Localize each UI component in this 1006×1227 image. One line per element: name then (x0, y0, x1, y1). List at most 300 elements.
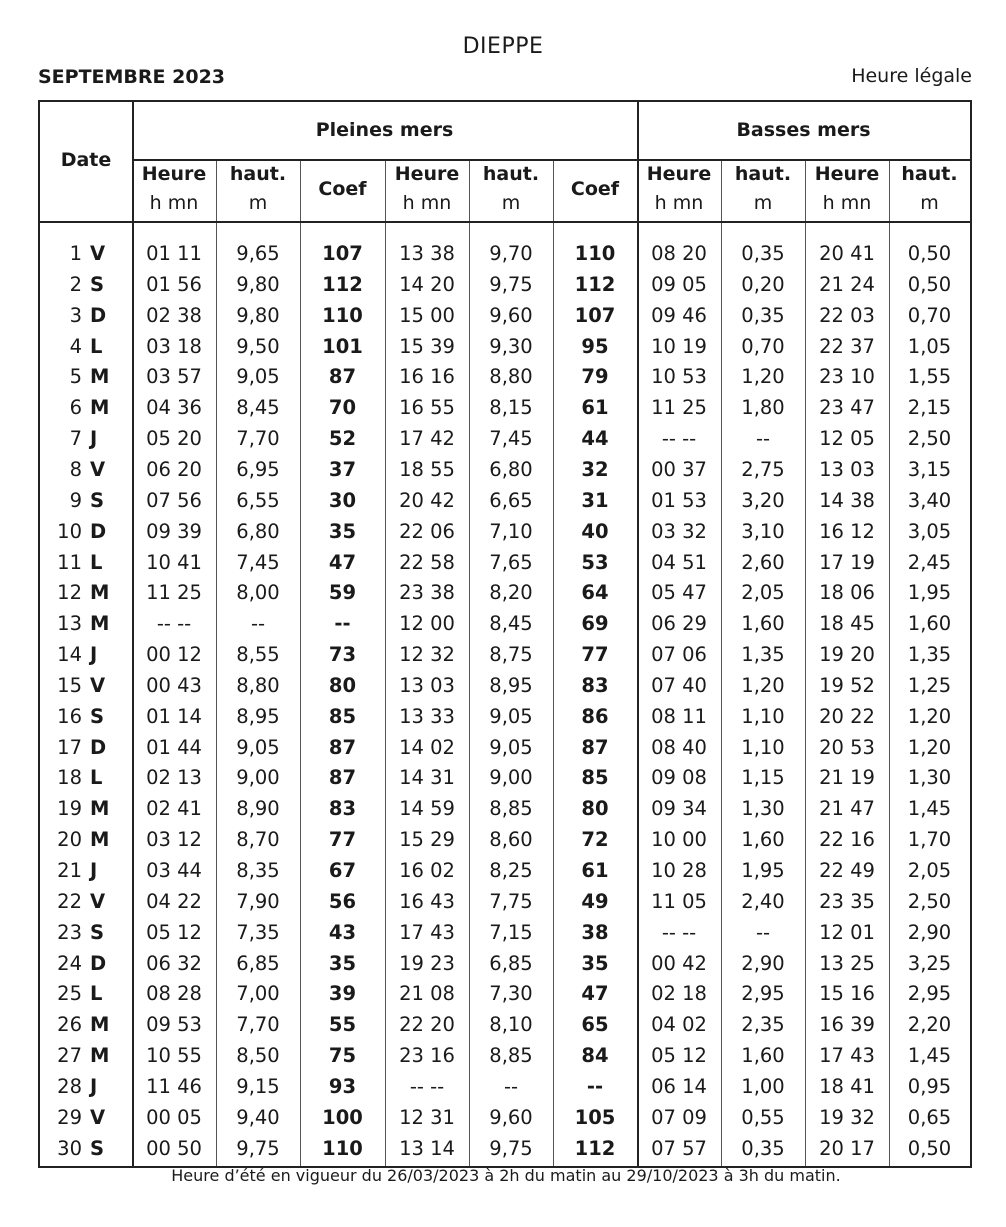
cell-bm2m: 1,20 (907, 704, 952, 728)
cell-bm2h: 20 17 (819, 1136, 875, 1160)
cell-pm2m: 8,15 (489, 396, 533, 420)
cell-pm2m: 9,05 (489, 704, 533, 728)
table-row (40, 702, 970, 733)
cell-c1: 59 (328, 581, 357, 605)
header-date: Date (60, 149, 112, 171)
cell-bm2m: 0,50 (907, 272, 952, 296)
cell-pm1m: 8,80 (236, 673, 280, 697)
cell-pm2h: -- -- (409, 1074, 445, 1098)
cell-c1: 87 (328, 766, 357, 790)
day-number: 7 (69, 427, 82, 451)
cell-bm1h: 07 09 (651, 1105, 707, 1129)
header-heure: Heure h mn (646, 163, 712, 214)
cell-bm1m: -- (755, 920, 771, 944)
cell-c1: 112 (322, 272, 363, 296)
cell-pm2h: 14 59 (399, 797, 455, 821)
cell-pm1h: 00 05 (146, 1105, 202, 1129)
cell-pm1m: 9,80 (236, 303, 280, 327)
cell-bm2h: 15 16 (819, 982, 875, 1006)
cell-pm1m: 9,65 (236, 242, 280, 265)
cell-bm2m: 2,95 (907, 982, 952, 1006)
day-number: 14 (57, 643, 82, 667)
cell-pm1m: 9,80 (236, 272, 280, 296)
cell-bm2h: 23 10 (819, 365, 875, 389)
cell-bm2m: 0,70 (907, 303, 952, 327)
cell-bm1h: 04 02 (651, 1013, 707, 1037)
table-row (40, 918, 970, 949)
cell-bm1h: 10 28 (651, 859, 707, 882)
cell-pm1h: 00 43 (146, 673, 202, 697)
cell-pm2m: 9,75 (489, 272, 533, 296)
cell-pm1m: 9,05 (236, 735, 280, 759)
day-number: 28 (57, 1074, 82, 1098)
cell-c1: 43 (328, 920, 357, 944)
cell-pm2m: 9,60 (489, 1105, 533, 1129)
cell-c2: 31 (581, 488, 609, 512)
weekday-letter: J (90, 859, 98, 882)
table-row (40, 1072, 970, 1103)
cell-bm1m: 2,95 (741, 982, 785, 1006)
tide-table (38, 100, 972, 1168)
table-row (40, 486, 970, 517)
day-number: 17 (57, 735, 82, 759)
cell-pm1h: 03 57 (146, 365, 202, 389)
cell-pm2h: 17 42 (399, 427, 455, 451)
cell-bm1m: 1,00 (741, 1074, 785, 1098)
cell-pm1h: 02 13 (146, 766, 202, 790)
cell-bm1m: 1,20 (741, 365, 785, 389)
cell-c1: 100 (322, 1105, 363, 1129)
cell-pm1h: 09 53 (146, 1013, 202, 1037)
header-heure: Heure h mn (814, 163, 880, 214)
cell-pm2m: 7,75 (489, 889, 533, 913)
cell-pm2h: 22 20 (399, 1013, 455, 1037)
cell-bm1m: 3,10 (741, 519, 785, 543)
cell-bm1h: 10 53 (651, 365, 707, 389)
cell-bm2h: 23 47 (819, 396, 875, 420)
cell-bm2m: 2,20 (907, 1013, 952, 1037)
weekday-letter: V (90, 889, 106, 913)
cell-c1: 37 (328, 457, 357, 481)
cell-bm1h: 04 51 (651, 550, 707, 574)
cell-c2: 35 (581, 951, 609, 975)
cell-bm1h: 05 47 (651, 581, 707, 605)
cell-c1: 107 (322, 242, 363, 265)
cell-pm2h: 14 02 (399, 735, 455, 759)
cell-c1: 67 (328, 859, 357, 882)
cell-bm1h: 06 14 (651, 1074, 707, 1098)
cell-pm1h: 05 12 (146, 920, 202, 944)
cell-pm1m: 6,85 (236, 951, 280, 975)
cell-bm1m: 1,95 (741, 859, 785, 882)
cell-bm2h: 20 53 (819, 735, 875, 759)
day-number: 29 (57, 1105, 82, 1129)
cell-c2: 44 (581, 427, 609, 451)
cell-pm1h: 03 12 (146, 828, 202, 852)
cell-pm2m: 8,45 (489, 612, 533, 636)
cell-bm2h: 17 43 (819, 1044, 875, 1068)
cell-bm1h: 07 57 (651, 1136, 707, 1160)
cell-bm1m: 2,05 (741, 581, 785, 605)
cell-pm1h: 06 32 (146, 951, 202, 975)
cell-bm2m: 1,05 (907, 334, 952, 358)
cell-pm1m: 9,15 (236, 1074, 280, 1098)
cell-pm2m: 9,60 (489, 303, 533, 327)
cell-bm1m: 2,35 (741, 1013, 785, 1037)
cell-bm1m: 1,15 (741, 766, 785, 790)
cell-pm1m: 8,55 (236, 643, 280, 667)
cell-bm2h: 19 52 (819, 673, 875, 697)
weekday-letter: V (90, 1105, 106, 1129)
cell-pm2m: 6,80 (489, 457, 533, 481)
cell-c1: 70 (328, 396, 357, 420)
cell-c1: 35 (328, 951, 357, 975)
cell-c2: 53 (581, 550, 609, 574)
cell-bm1m: 0,70 (741, 334, 785, 358)
cell-bm1h: 11 25 (651, 396, 707, 420)
day-number: 26 (57, 1013, 82, 1037)
cell-pm2m: 6,85 (489, 951, 533, 975)
cell-pm1h: 02 41 (146, 797, 202, 821)
header-heure: Heure h mn (394, 163, 460, 214)
cell-bm2h: 18 06 (819, 581, 875, 605)
cell-c1: 87 (328, 735, 357, 759)
table-row (40, 671, 970, 702)
cell-pm2h: 15 39 (399, 334, 455, 358)
cell-pm2h: 22 06 (399, 519, 455, 543)
cell-c2: 64 (581, 581, 609, 605)
weekday-letter: D (90, 519, 107, 543)
cell-pm2h: 12 00 (399, 612, 455, 636)
cell-pm2h: 19 23 (399, 951, 455, 975)
cell-c2: 83 (581, 673, 609, 697)
cell-bm2h: 12 05 (819, 427, 875, 451)
weekday-letter: S (90, 704, 105, 728)
cell-c1: 110 (322, 1136, 363, 1160)
day-number: 23 (57, 920, 82, 944)
cell-bm1h: 10 00 (651, 828, 707, 852)
cell-c2: 77 (581, 643, 609, 667)
cell-pm2h: 21 08 (399, 982, 455, 1006)
table-row (40, 578, 970, 609)
cell-pm1h: 04 22 (146, 889, 202, 913)
table-row (40, 825, 970, 856)
cell-bm1m: 1,60 (741, 828, 785, 852)
cell-pm2m: 8,80 (489, 365, 533, 389)
cell-pm2m: 8,20 (489, 581, 533, 605)
weekday-letter: D (90, 735, 107, 759)
cell-bm1m: 0,35 (741, 303, 785, 327)
cell-pm1m: 8,45 (236, 396, 280, 420)
cell-pm2h: 22 58 (399, 550, 455, 574)
cell-bm2h: 17 19 (819, 550, 875, 574)
table-row (40, 640, 970, 671)
weekday-letter: S (90, 920, 105, 944)
cell-bm2m: 1,60 (907, 612, 952, 636)
day-number: 3 (69, 303, 82, 327)
cell-pm1m: 6,55 (236, 488, 280, 512)
cell-pm2m: 8,85 (489, 1044, 533, 1068)
cell-pm1m: 8,50 (236, 1044, 280, 1068)
cell-pm1h: 03 44 (146, 859, 202, 882)
cell-bm2h: 14 38 (819, 488, 875, 512)
table-row (40, 763, 970, 794)
cell-pm1m: -- (250, 612, 266, 636)
cell-pm1h: 08 28 (146, 982, 202, 1006)
cell-bm1h: 09 34 (651, 797, 707, 821)
cell-pm1m: 9,00 (236, 766, 280, 790)
cell-pm1h: 00 50 (146, 1136, 202, 1160)
cell-bm1m: 2,75 (741, 457, 785, 481)
header-pleines-mers: Pleines mers (315, 119, 454, 141)
cell-c2: 47 (581, 982, 609, 1006)
cell-c2: 32 (581, 457, 609, 481)
cell-bm2m: 3,25 (907, 951, 952, 975)
weekday-letter: L (90, 766, 103, 790)
cell-pm2h: 23 38 (399, 581, 455, 605)
cell-bm1m: 0,35 (741, 242, 785, 265)
cell-bm1h: -- -- (661, 920, 697, 944)
cell-c2: 86 (581, 704, 609, 728)
cell-pm1m: 8,70 (236, 828, 280, 852)
cell-pm1m: 8,90 (236, 797, 280, 821)
day-number: 30 (57, 1136, 82, 1160)
cell-bm2h: 20 22 (819, 704, 875, 728)
cell-bm2m: 2,90 (907, 920, 952, 944)
cell-c1: 55 (328, 1013, 357, 1037)
cell-pm2h: 16 02 (399, 859, 455, 882)
cell-pm1h: -- -- (156, 612, 192, 636)
table-row (40, 1103, 970, 1134)
cell-bm2h: 21 24 (819, 272, 875, 296)
cell-bm2h: 16 39 (819, 1013, 875, 1037)
cell-pm2m: 7,45 (489, 427, 533, 451)
cell-bm1m: 1,60 (741, 1044, 785, 1068)
cell-pm2h: 14 31 (399, 766, 455, 790)
cell-bm2m: 1,25 (907, 673, 952, 697)
day-number: 9 (69, 488, 82, 512)
weekday-letter: L (90, 550, 103, 574)
cell-pm1m: 8,95 (236, 704, 280, 728)
cell-c2: 80 (581, 797, 609, 821)
cell-bm2m: 1,95 (907, 581, 952, 605)
cell-pm1h: 04 36 (146, 396, 202, 420)
table-row (40, 362, 970, 393)
table-row (40, 332, 970, 363)
cell-bm1h: 09 05 (651, 272, 707, 296)
header-basses-mers: Basses mers (736, 119, 871, 141)
cell-pm1h: 00 12 (146, 643, 202, 667)
weekday-letter: V (90, 457, 106, 481)
cell-pm1m: 8,35 (236, 859, 280, 882)
cell-pm2m: 9,75 (489, 1136, 533, 1160)
cell-c1: 73 (328, 643, 357, 667)
cell-pm2h: 23 16 (399, 1044, 455, 1068)
cell-pm2m: 9,00 (489, 766, 533, 790)
cell-bm2m: 1,30 (907, 766, 952, 790)
cell-bm1m: 1,10 (741, 704, 785, 728)
table-row (40, 301, 970, 332)
weekday-letter: M (90, 612, 110, 636)
cell-c2: 85 (581, 766, 609, 790)
cell-bm2m: 3,15 (907, 457, 952, 481)
cell-pm2h: 13 14 (399, 1136, 455, 1160)
cell-c2: 110 (574, 242, 616, 265)
cell-bm2h: 23 35 (819, 889, 875, 913)
cell-bm2m: 2,05 (907, 859, 952, 882)
cell-bm1m: 2,40 (741, 889, 785, 913)
cell-bm2h: 13 25 (819, 951, 875, 975)
table-row (40, 1134, 970, 1165)
cell-pm1h: 10 41 (146, 550, 202, 574)
weekday-letter: S (90, 1136, 105, 1160)
cell-pm2m: 6,65 (489, 488, 533, 512)
cell-bm2h: 16 12 (819, 519, 875, 543)
weekday-letter: D (90, 303, 107, 327)
weekday-letter: J (90, 643, 98, 667)
cell-pm1m: 9,40 (236, 1105, 280, 1129)
cell-bm1h: 11 05 (651, 889, 707, 913)
cell-bm1m: 1,10 (741, 735, 785, 759)
cell-pm2m: 7,30 (489, 982, 533, 1006)
cell-c1: 87 (328, 365, 357, 389)
cell-c2: 95 (581, 334, 609, 358)
weekday-letter: D (90, 951, 107, 975)
cell-bm2m: 0,50 (907, 242, 952, 265)
day-number: 1 (69, 242, 82, 265)
day-number: 15 (57, 673, 82, 697)
cell-pm1h: 09 39 (146, 519, 202, 543)
cell-bm1m: 1,60 (741, 612, 785, 636)
cell-bm2h: 12 01 (819, 920, 875, 944)
cell-pm1h: 01 11 (146, 242, 202, 265)
table-row (40, 270, 970, 301)
header-haut: haut. m (482, 163, 540, 214)
cell-c1: 35 (328, 519, 357, 543)
cell-c1: 77 (328, 828, 357, 852)
day-number: 18 (57, 766, 82, 790)
cell-bm1h: 08 20 (651, 242, 707, 265)
cell-pm2m: 8,60 (489, 828, 533, 852)
cell-c2: 107 (574, 303, 616, 327)
cell-pm1m: 6,95 (236, 457, 280, 481)
cell-bm1h: 03 32 (651, 519, 707, 543)
cell-pm2h: 14 20 (399, 272, 455, 296)
cell-pm1m: 8,00 (236, 581, 280, 605)
cell-bm1h: 09 46 (651, 303, 707, 327)
cell-c2: 84 (581, 1044, 609, 1068)
cell-pm1m: 7,00 (236, 982, 280, 1006)
cell-bm1h: -- -- (661, 427, 697, 451)
cell-bm2h: 18 41 (819, 1074, 875, 1098)
divider (40, 221, 970, 223)
cell-c1: 30 (328, 488, 357, 512)
cell-bm1h: 02 18 (651, 982, 707, 1006)
cell-pm1m: 7,35 (236, 920, 280, 944)
cell-pm1h: 10 55 (146, 1044, 202, 1068)
cell-bm1h: 07 06 (651, 643, 707, 667)
cell-bm2m: 3,40 (907, 488, 952, 512)
cell-pm1h: 07 56 (146, 488, 202, 512)
cell-pm2m: 9,70 (489, 242, 533, 265)
cell-bm1h: 01 53 (651, 488, 707, 512)
cell-pm2m: 7,15 (489, 920, 533, 944)
cell-bm2m: 0,95 (907, 1074, 952, 1098)
day-number: 22 (57, 889, 82, 913)
cell-c2: 40 (581, 519, 609, 543)
cell-bm1h: 10 19 (651, 334, 707, 358)
cell-bm2h: 22 03 (819, 303, 875, 327)
weekday-letter: M (90, 365, 110, 389)
weekday-letter: M (90, 581, 110, 605)
cell-bm2m: 2,50 (907, 889, 952, 913)
cell-bm2m: 2,50 (907, 427, 952, 451)
cell-bm1h: 07 40 (651, 673, 707, 697)
cell-c1: 93 (328, 1074, 357, 1098)
cell-c1: 75 (328, 1044, 357, 1068)
cell-bm2m: 1,70 (907, 828, 952, 852)
weekday-letter: L (90, 982, 103, 1006)
cell-pm2h: 16 16 (399, 365, 455, 389)
cell-bm1h: 06 29 (651, 612, 707, 636)
cell-pm2h: 13 38 (399, 242, 455, 265)
table-row (40, 424, 970, 455)
cell-c1: 47 (328, 550, 357, 574)
cell-bm2h: 18 45 (819, 612, 875, 636)
day-number: 12 (57, 581, 82, 605)
cell-bm2m: 1,45 (907, 797, 952, 821)
cell-pm2h: 13 33 (399, 704, 455, 728)
weekday-letter: V (90, 673, 106, 697)
weekday-letter: M (90, 1044, 110, 1068)
cell-pm1m: 9,50 (236, 334, 280, 358)
cell-c2: 61 (581, 859, 609, 882)
table-row (40, 517, 970, 548)
cell-c2: 105 (574, 1105, 616, 1129)
cell-bm2m: 2,15 (907, 396, 952, 420)
cell-pm2m: 8,95 (489, 673, 533, 697)
cell-pm1h: 02 38 (146, 303, 202, 327)
cell-bm1h: 08 40 (651, 735, 707, 759)
cell-bm2m: 1,45 (907, 1044, 952, 1068)
cell-c1: 56 (328, 889, 357, 913)
weekday-letter: S (90, 272, 105, 296)
cell-pm1h: 11 46 (146, 1074, 202, 1098)
cell-c2: 72 (581, 828, 609, 852)
table-row (40, 856, 970, 887)
day-number: 24 (57, 951, 82, 975)
cell-bm2h: 21 19 (819, 766, 875, 790)
day-number: 8 (69, 457, 82, 481)
cell-pm2m: 7,65 (489, 550, 533, 574)
weekday-letter: J (90, 1074, 98, 1098)
cell-pm2h: 12 31 (399, 1105, 455, 1129)
cell-c2: -- (586, 1074, 604, 1098)
day-number: 25 (57, 982, 82, 1006)
cell-bm1m: 1,80 (741, 396, 785, 420)
weekday-letter: M (90, 828, 110, 852)
weekday-letter: S (90, 488, 105, 512)
cell-pm1h: 06 20 (146, 457, 202, 481)
cell-pm2m: 7,10 (489, 519, 533, 543)
cell-bm2h: 22 16 (819, 828, 875, 852)
cell-pm2h: 18 55 (399, 457, 455, 481)
cell-pm1h: 11 25 (146, 581, 202, 605)
weekday-letter: L (90, 334, 103, 358)
cell-pm2h: 15 29 (399, 828, 455, 852)
cell-c1: 80 (328, 673, 357, 697)
cell-pm1h: 03 18 (146, 334, 202, 358)
